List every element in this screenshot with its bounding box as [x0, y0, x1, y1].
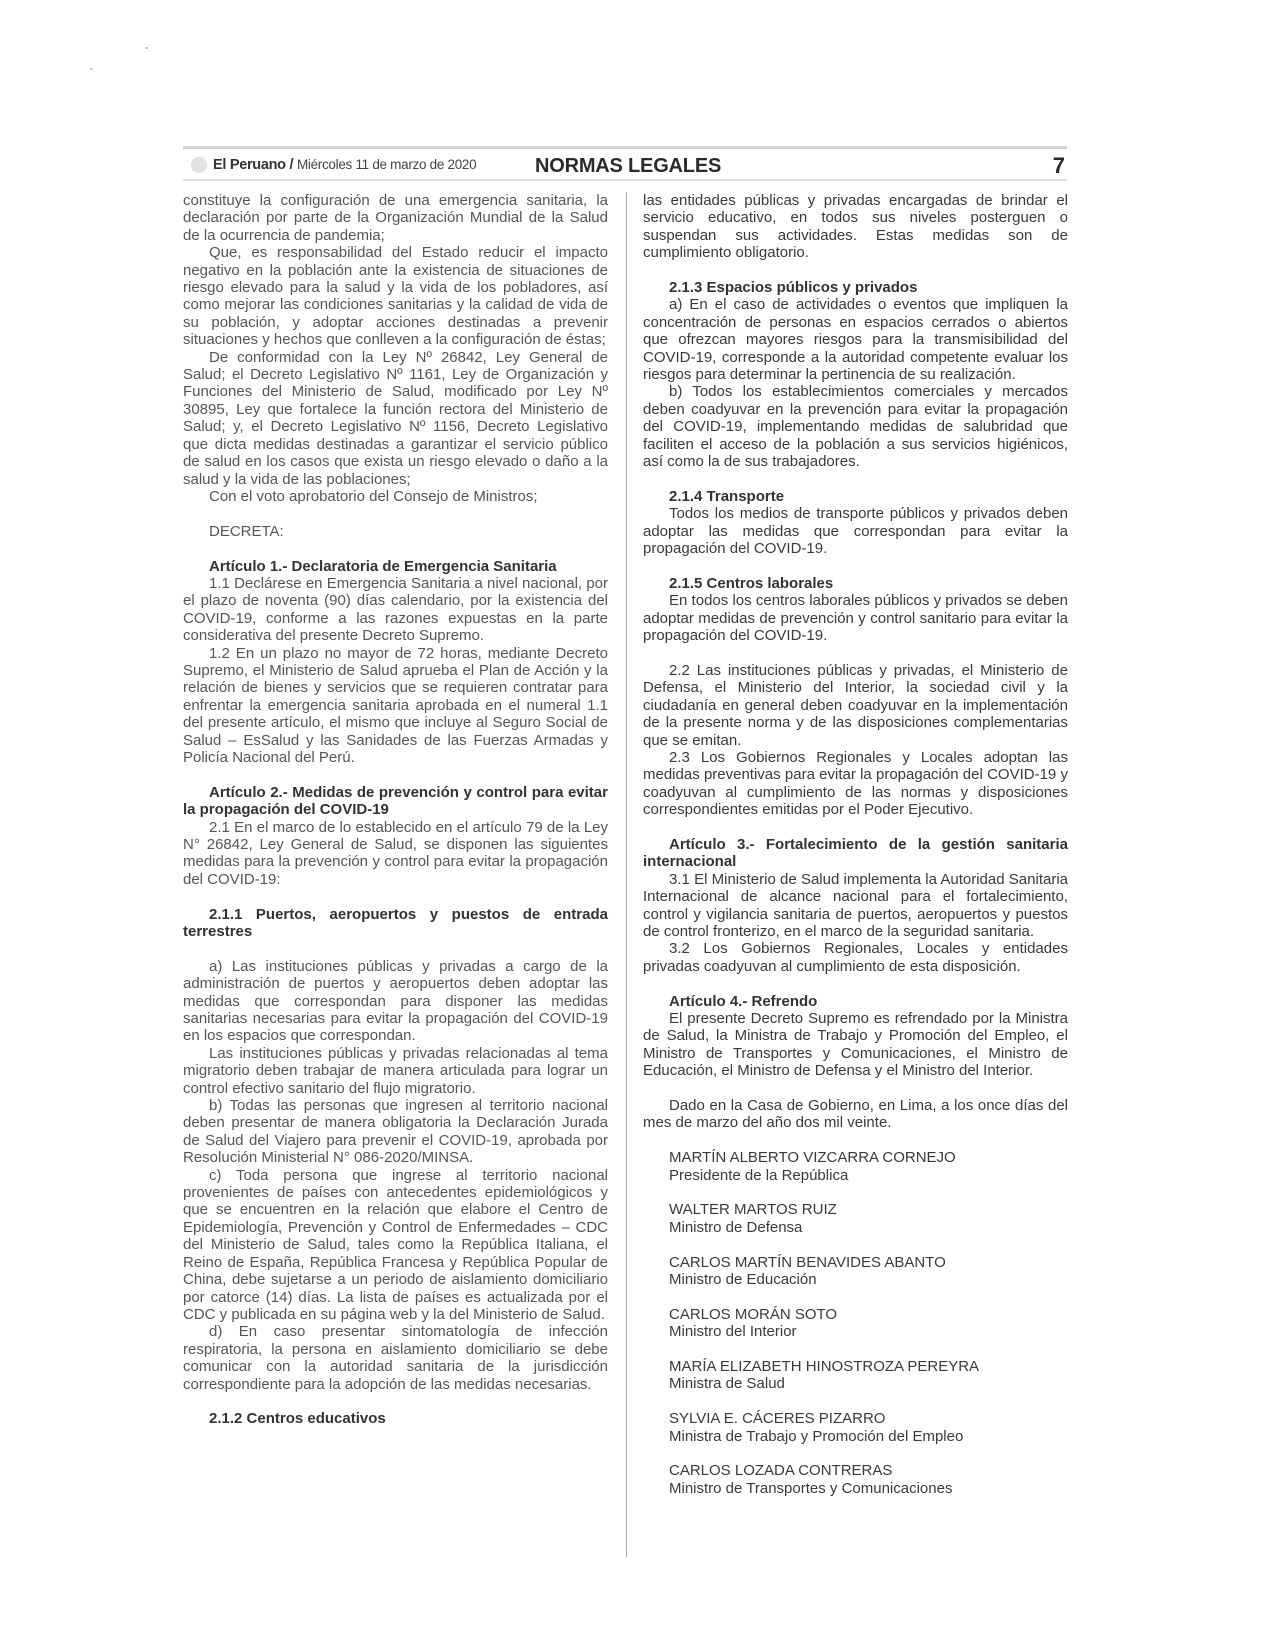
- spacer: [183, 1393, 608, 1410]
- signatory-name: CARLOS MORÁN SOTO: [669, 1305, 838, 1323]
- spacer: [643, 1184, 1068, 1201]
- spacer: [643, 1236, 1068, 1253]
- spacer: [643, 470, 1068, 487]
- header-top-rule: [183, 146, 1067, 149]
- paragraph: 2.1 En el marco de lo establecido en el artículo 79 de la Ley N° 26842, Ley General de Salud, se disponen las siguientes medidas para la prevención y control para evitar la propagación del COVID-19:: [183, 818, 608, 888]
- section-heading: 2.1.2 Centros educativos: [209, 1410, 386, 1428]
- spacer: [643, 1341, 1068, 1358]
- paragraph: a) En el caso de actividades o eventos que impliquen la concentración de personas en espacios cerrados o abiertos que ofrezcan mayores riesgos para la transmisibilidad del COVID-19, corresponde a la autoridad competente evaluar los riesgos para determinar la pertinencia de su realización.: [643, 296, 1068, 384]
- spacer: [183, 540, 608, 557]
- el-peruano-logo-icon: [191, 157, 207, 173]
- paragraph: d) En caso presentar sintomatología de infección respiratoria, la persona en aislamiento domiciliario se debe comunicar con la autoridad sanitaria de la jurisdicción correspondiente para la adopción de las medidas necesarias.: [183, 1323, 608, 1393]
- paragraph: En todos los centros laborales públicos y privados se deben adoptar medidas de prevención y control sanitario para evitar la propagación del COVID-19.: [643, 592, 1068, 645]
- section-heading: Artículo 2.- Medidas de prevención y control para evitar la propagación del COVID-19: [183, 783, 608, 819]
- spacer: [183, 505, 608, 522]
- signatory-name: CARLOS LOZADA CONTRERAS: [669, 1462, 893, 1480]
- paragraph: 3.1 El Ministerio de Salud implementa la Autoridad Sanitaria Internacional de alcance nacional para el fortalecimiento, control y vigilancia sanitaria de puertos, aeropuertos y puestos de control fronterizo, en el marco de la seguridad sanitaria.: [643, 870, 1068, 940]
- signatory-name: CARLOS MARTÍN BENAVIDES ABANTO: [669, 1253, 946, 1271]
- publication-date: Miércoles 11 de marzo de 2020: [296, 157, 477, 172]
- section-heading: 2.1.5 Centros laborales: [669, 574, 834, 592]
- spacer: [183, 940, 608, 957]
- page-number: 7: [1052, 153, 1065, 178]
- spacer: [643, 262, 1068, 279]
- header-bottom-rule: [183, 179, 1067, 181]
- section-heading: Artículo 3.- Fortalecimiento de la gestión sanitaria internacional: [643, 835, 1068, 871]
- signatory-name: MARÍA ELIZABETH HINOSTROZA PEREYRA: [669, 1358, 980, 1376]
- brand-separator: /: [285, 157, 297, 173]
- section-heading: 2.1.1 Puertos, aeropuertos y puestos de entrada terrestres: [183, 905, 608, 940]
- paragraph: b) Todas las personas que ingresen al territorio nacional deben presentar de manera obligatoria la Declaración Jurada de Salud del Viajero para prevenir el COVID-19, aprobada por Resolución Ministerial N° 086-2020/MINSA.: [183, 1097, 608, 1167]
- paragraph: Que, es responsabilidad del Estado reducir el impacto negativo en la población ante la existencia de situaciones de riesgo elevado para la salud y la vida de los pobladores, así como mejorar las condiciones sanitarias y la calidad de vida de su población, y adoptar acciones destinadas a prevenir situaciones y hechos que conlleven a la configuración de éstas;: [183, 244, 608, 349]
- signatory-title: Ministro de Educación: [669, 1271, 817, 1289]
- paragraph: 2.2 Las instituciones públicas y privadas, el Ministerio de Defensa, el Ministerio del Interior, la sociedad civil y la ciudadanía en general deben coadyuvar en la implementación de la presente norma y de las disposiciones complementarias que se emitan.: [643, 661, 1068, 749]
- paragraph: las entidades públicas y privadas encargadas de brindar el servicio educativo, en todos sus niveles posterguen o suspendan sus actividades. Estas medidas son de cumplimiento obligatorio.: [643, 192, 1068, 262]
- paragraph: 2.3 Los Gobiernos Regionales y Locales adoptan las medidas preventivas para evitar la propagación del COVID-19 y coadyuvan al cumplimiento de las normas y disposiciones correspondientes emitidas por el Poder Ejecutivo.: [643, 748, 1068, 819]
- brand-name: El Peruano: [213, 157, 286, 173]
- right-column: [643, 192, 1068, 1497]
- spacer: [643, 1288, 1068, 1305]
- paragraph: constituye la configuración de una emergencia sanitaria, la declaración por parte de la Organización Mundial de la Salud de la ocurrencia de pandemia;: [183, 192, 608, 244]
- section-title: NORMAS LEGALES: [535, 155, 722, 177]
- spacer: [643, 1393, 1068, 1410]
- paragraph: c) Toda persona que ingrese al territorio nacional provenientes de países con antecedentes epidemiológicos y que se encuentren en la relación que elabore el Centro de Epidemiología, Prevención y Control de Enfermedades – CDC del Ministerio de Salud, tales como la República Italiana, el Reino de España, República Francesa y República Popular de China, debe sujetarse a un periodo de aislamiento domiciliario por catorce (14) días. La lista de países es actualizada por el CDC y publicada en su página web y la del Ministerio de Salud.: [183, 1166, 608, 1323]
- page-header: [183, 155, 1067, 179]
- spacer: [183, 888, 608, 905]
- signatory-title: Ministro de Defensa: [669, 1218, 803, 1236]
- section-heading: 2.1.4 Transporte: [669, 487, 785, 505]
- signatory-name: MARTÍN ALBERTO VIZCARRA CORNEJO: [669, 1149, 956, 1167]
- paragraph: Dado en la Casa de Gobierno, en Lima, a los once días del mes de marzo del año dos mil veinte.: [643, 1097, 1068, 1132]
- signatory-name: WALTER MARTOS RUIZ: [669, 1201, 837, 1219]
- paragraph: b) Todos los establecimientos comerciales y mercados deben coadyuvar en la prevención para evitar la propagación del COVID-19, implementando medidas de salubridad que faciliten el acceso de la población a sus servicios higiénicos, así como la de sus trabajadores.: [643, 383, 1068, 471]
- scan-speck: [90, 68, 93, 70]
- signatory-title: Ministra de Trabajo y Promoción del Empleo: [669, 1427, 964, 1445]
- column-divider: [626, 192, 627, 1557]
- section-heading: Artículo 4.- Refrendo: [669, 992, 818, 1010]
- scan-speck: [145, 47, 148, 49]
- left-column: [183, 192, 608, 1428]
- section-heading: 2.1.3 Espacios públicos y privados: [669, 279, 918, 297]
- paragraph: Las instituciones públicas y privadas relacionadas al tema migratorio deben trabajar de manera articulada para lograr un control efectivo sanitario del flujo migratorio.: [183, 1044, 608, 1097]
- spacer: [643, 558, 1068, 575]
- paragraph: 3.2 Los Gobiernos Regionales, Locales y entidades privadas coadyuvan al cumplimiento de esta disposición.: [643, 940, 1068, 975]
- signatory-title: Presidente de la República: [669, 1166, 849, 1184]
- signatory-title: Ministra de Salud: [669, 1375, 785, 1393]
- signatory-name: SYLVIA E. CÁCERES PIZARRO: [669, 1410, 886, 1428]
- paragraph: DECRETA:: [209, 522, 284, 540]
- spacer: [183, 766, 608, 783]
- paragraph: a) Las instituciones públicas y privadas a cargo de la administración de puertos y aeropuertos deben adoptar las medidas que correspondan para disponer las medidas sanitarias necesarias para evitar la propagación del COVID-19 en los espacios que correspondan.: [183, 957, 608, 1045]
- spacer: [643, 975, 1068, 992]
- spacer: [643, 1132, 1068, 1149]
- paragraph: Con el voto aprobatorio del Consejo de Ministros;: [209, 487, 538, 505]
- spacer: [643, 645, 1068, 662]
- paragraph: El presente Decreto Supremo es refrendado por la Ministra de Salud, la Ministra de Trabajo y Promoción del Empleo, el Ministro de Transportes y Comunicaciones, el Ministro de Educación, el Ministro de Defensa y el Ministro del Interior.: [643, 1010, 1068, 1080]
- paragraph: 1.1 Declárese en Emergencia Sanitaria a nivel nacional, por el plazo de noventa (90) días calendario, por la existencia del COVID-19, conforme a las razones expuestas en la parte considerativa del presente Decreto Supremo.: [183, 574, 608, 645]
- paragraph: De conformidad con la Ley Nº 26842, Ley General de Salud; el Decreto Legislativo Nº 1161, Ley de Organización y Funciones del Ministerio de Salud, modificado por Ley Nº 30895, Ley que fortalece la función rectora del Ministerio de Salud; y, el Decreto Legislativo Nº 1156, Decreto Legislativo que dicta medidas destinadas a garantizar el servicio público de salud en los casos que exista un riesgo elevado o daño a la salud y la vida de las poblaciones;: [183, 348, 608, 488]
- section-heading: Artículo 1.- Declaratoria de Emergencia Sanitaria: [209, 557, 557, 575]
- spacer: [643, 819, 1068, 836]
- publication-title: [213, 157, 476, 173]
- spacer: [643, 1080, 1068, 1097]
- paragraph: Todos los medios de transporte públicos y privados deben adoptar las medidas que correspondan para evitar la propagación del COVID-19.: [643, 505, 1068, 558]
- paragraph: 1.2 En un plazo no mayor de 72 horas, mediante Decreto Supremo, el Ministerio de Salud aprueba el Plan de Acción y la relación de bienes y servicios que se requieren contratar para enfrentar la emergencia sanitaria aprobada en el numeral 1.1 del presente artículo, el mismo que incluye al Seguro Social de Salud – EsSalud y las Sanidades de las Fuerzas Armadas y Policía Nacional del Perú.: [183, 644, 608, 766]
- spacer: [643, 1445, 1068, 1462]
- signatory-title: Ministro de Transportes y Comunicaciones: [669, 1479, 953, 1497]
- signatory-title: Ministro del Interior: [669, 1323, 797, 1341]
